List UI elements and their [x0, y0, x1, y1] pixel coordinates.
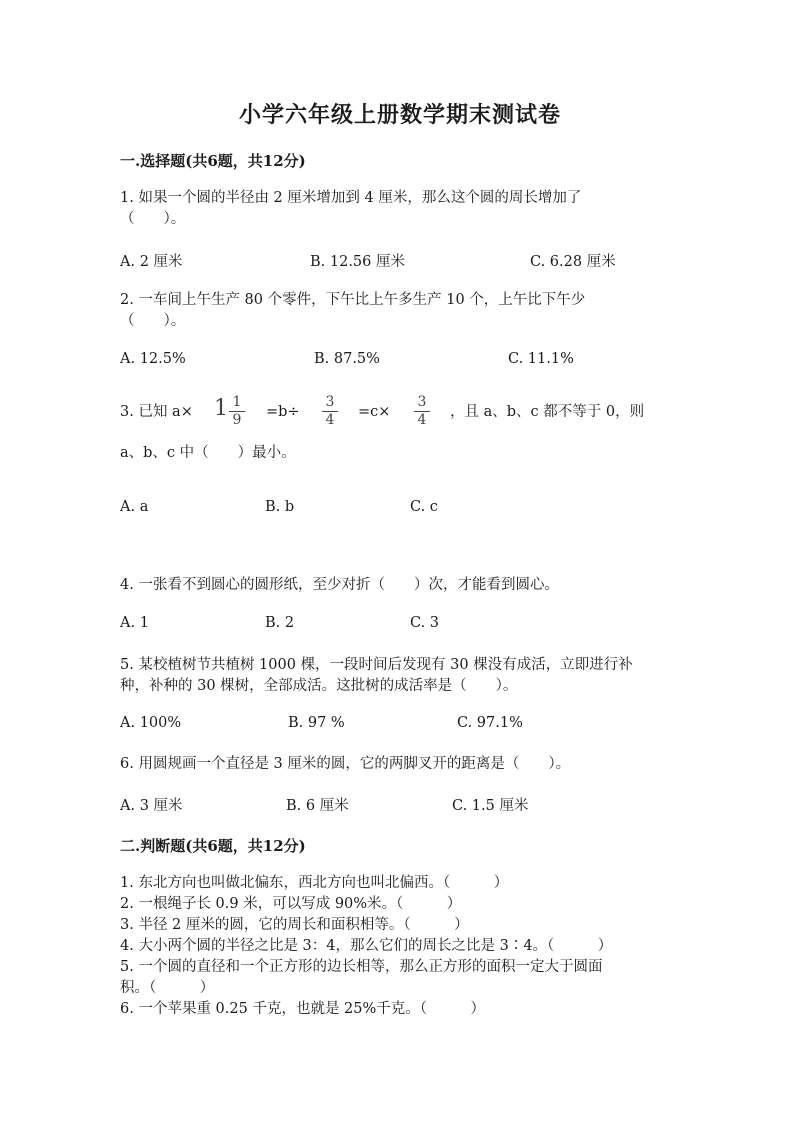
question-3-part1: 3. 已知 a×: [120, 404, 193, 420]
mixed-number-fraction: [227, 395, 247, 428]
question-4-option-b: B. 2: [265, 615, 295, 631]
mixed-number-whole: 1: [214, 396, 228, 421]
question-4-option-c: C. 3: [410, 615, 440, 631]
question-5-option-b: B. 97 %: [288, 715, 345, 731]
mixed-number-denominator: 9: [232, 412, 242, 428]
question-2-line1: 2. 一车间上午生产 80 个零件，下午比上午多生产 10 个，上午比下午少: [120, 292, 586, 308]
question-5-line1: 5. 某校植树节共植树 1000 棵，一段时间后发现有 30 棵没有成活，立即进行补: [120, 657, 633, 673]
question-1-line1: 1. 如果一个圆的半径由 2 厘米增加到 4 厘米，那么这个圆的周长增加了: [120, 190, 582, 206]
section-heading-judgement: 二.判断题(共6题，共12分): [120, 837, 306, 855]
section-heading-choice: 一.选择题(共6题，共12分): [120, 152, 306, 170]
question-2-option-b: B. 87.5%: [314, 351, 380, 367]
question-5-option-a: A. 100%: [120, 715, 182, 731]
question-6-option-c: C. 1.5 厘米: [452, 798, 529, 814]
question-3-line2: a、b、c 中（ ）最小。: [120, 445, 296, 461]
judgement-item-2: 2. 一根绳子长 0.9 米，可以写成 90%米。（ ）: [120, 896, 462, 912]
fraction-1-denominator: 4: [325, 412, 335, 428]
question-3-option-c: C. c: [410, 499, 438, 515]
question-1-option-b: B. 12.56 厘米: [310, 254, 405, 270]
question-3-part2: =b÷: [266, 404, 300, 420]
question-6-line1: 6. 用圆规画一个直径是 3 厘米的圆，它的两脚叉开的距离是（ ）。: [120, 756, 571, 772]
question-5-line2: 种，补种的 30 棵树，全部成活。这批树的成活率是（ ）。: [120, 678, 518, 694]
question-3-part3: =c×: [358, 404, 391, 420]
question-2-option-a: A. 12.5%: [120, 351, 186, 367]
question-2-line2: （ ）。: [120, 313, 186, 329]
question-3-option-b: B. b: [265, 499, 295, 515]
fraction-three-quarters-2: [412, 395, 432, 428]
judgement-item-5-line1: 5. 一个圆的直径和一个正方形的边长相等，那么正方形的面积一定大于圆面: [120, 959, 603, 975]
judgement-item-3: 3. 半径 2 厘米的圆，它的周长和面积相等。（ ）: [120, 917, 469, 933]
question-1-option-c: C. 6.28 厘米: [530, 254, 616, 270]
question-3-part4: ，且 a、b、c 都不等于 0，则: [450, 404, 645, 420]
question-4-option-a: A. 1: [120, 615, 149, 631]
question-6-option-b: B. 6 厘米: [286, 798, 349, 814]
question-3-option-a: A. a: [120, 499, 149, 515]
judgement-item-1: 1. 东北方向也叫做北偏东，西北方向也叫北偏西。（ ）: [120, 875, 509, 891]
question-2-option-c: C. 11.1%: [508, 351, 574, 367]
judgement-item-4: 4. 大小两个圆的半径之比是 3：4，那么它们的周长之比是 3∶4。（ ）: [120, 938, 613, 954]
judgement-item-5-line2: 积。（ ）: [120, 980, 215, 996]
question-4-line1: 4. 一张看不到圆心的圆形纸，至少对折（ ）次，才能看到圆心。: [120, 577, 559, 593]
fraction-2-denominator: 4: [417, 412, 427, 428]
page-title: 小学六年级上册数学期末测试卷: [238, 102, 561, 128]
question-1-line2: （ ）。: [120, 211, 186, 227]
question-5-option-c: C. 97.1%: [457, 715, 523, 731]
mixed-number-numerator: 1: [232, 394, 242, 410]
fraction-1-numerator: 3: [325, 394, 335, 410]
question-6-option-a: A. 3 厘米: [120, 798, 183, 814]
judgement-item-6: 6. 一个苹果重 0.25 千克，也就是 25%千克。（ ）: [120, 1001, 486, 1017]
fraction-2-numerator: 3: [417, 394, 427, 410]
fraction-three-quarters-1: [320, 395, 340, 428]
question-1-option-a: A. 2 厘米: [120, 254, 183, 270]
